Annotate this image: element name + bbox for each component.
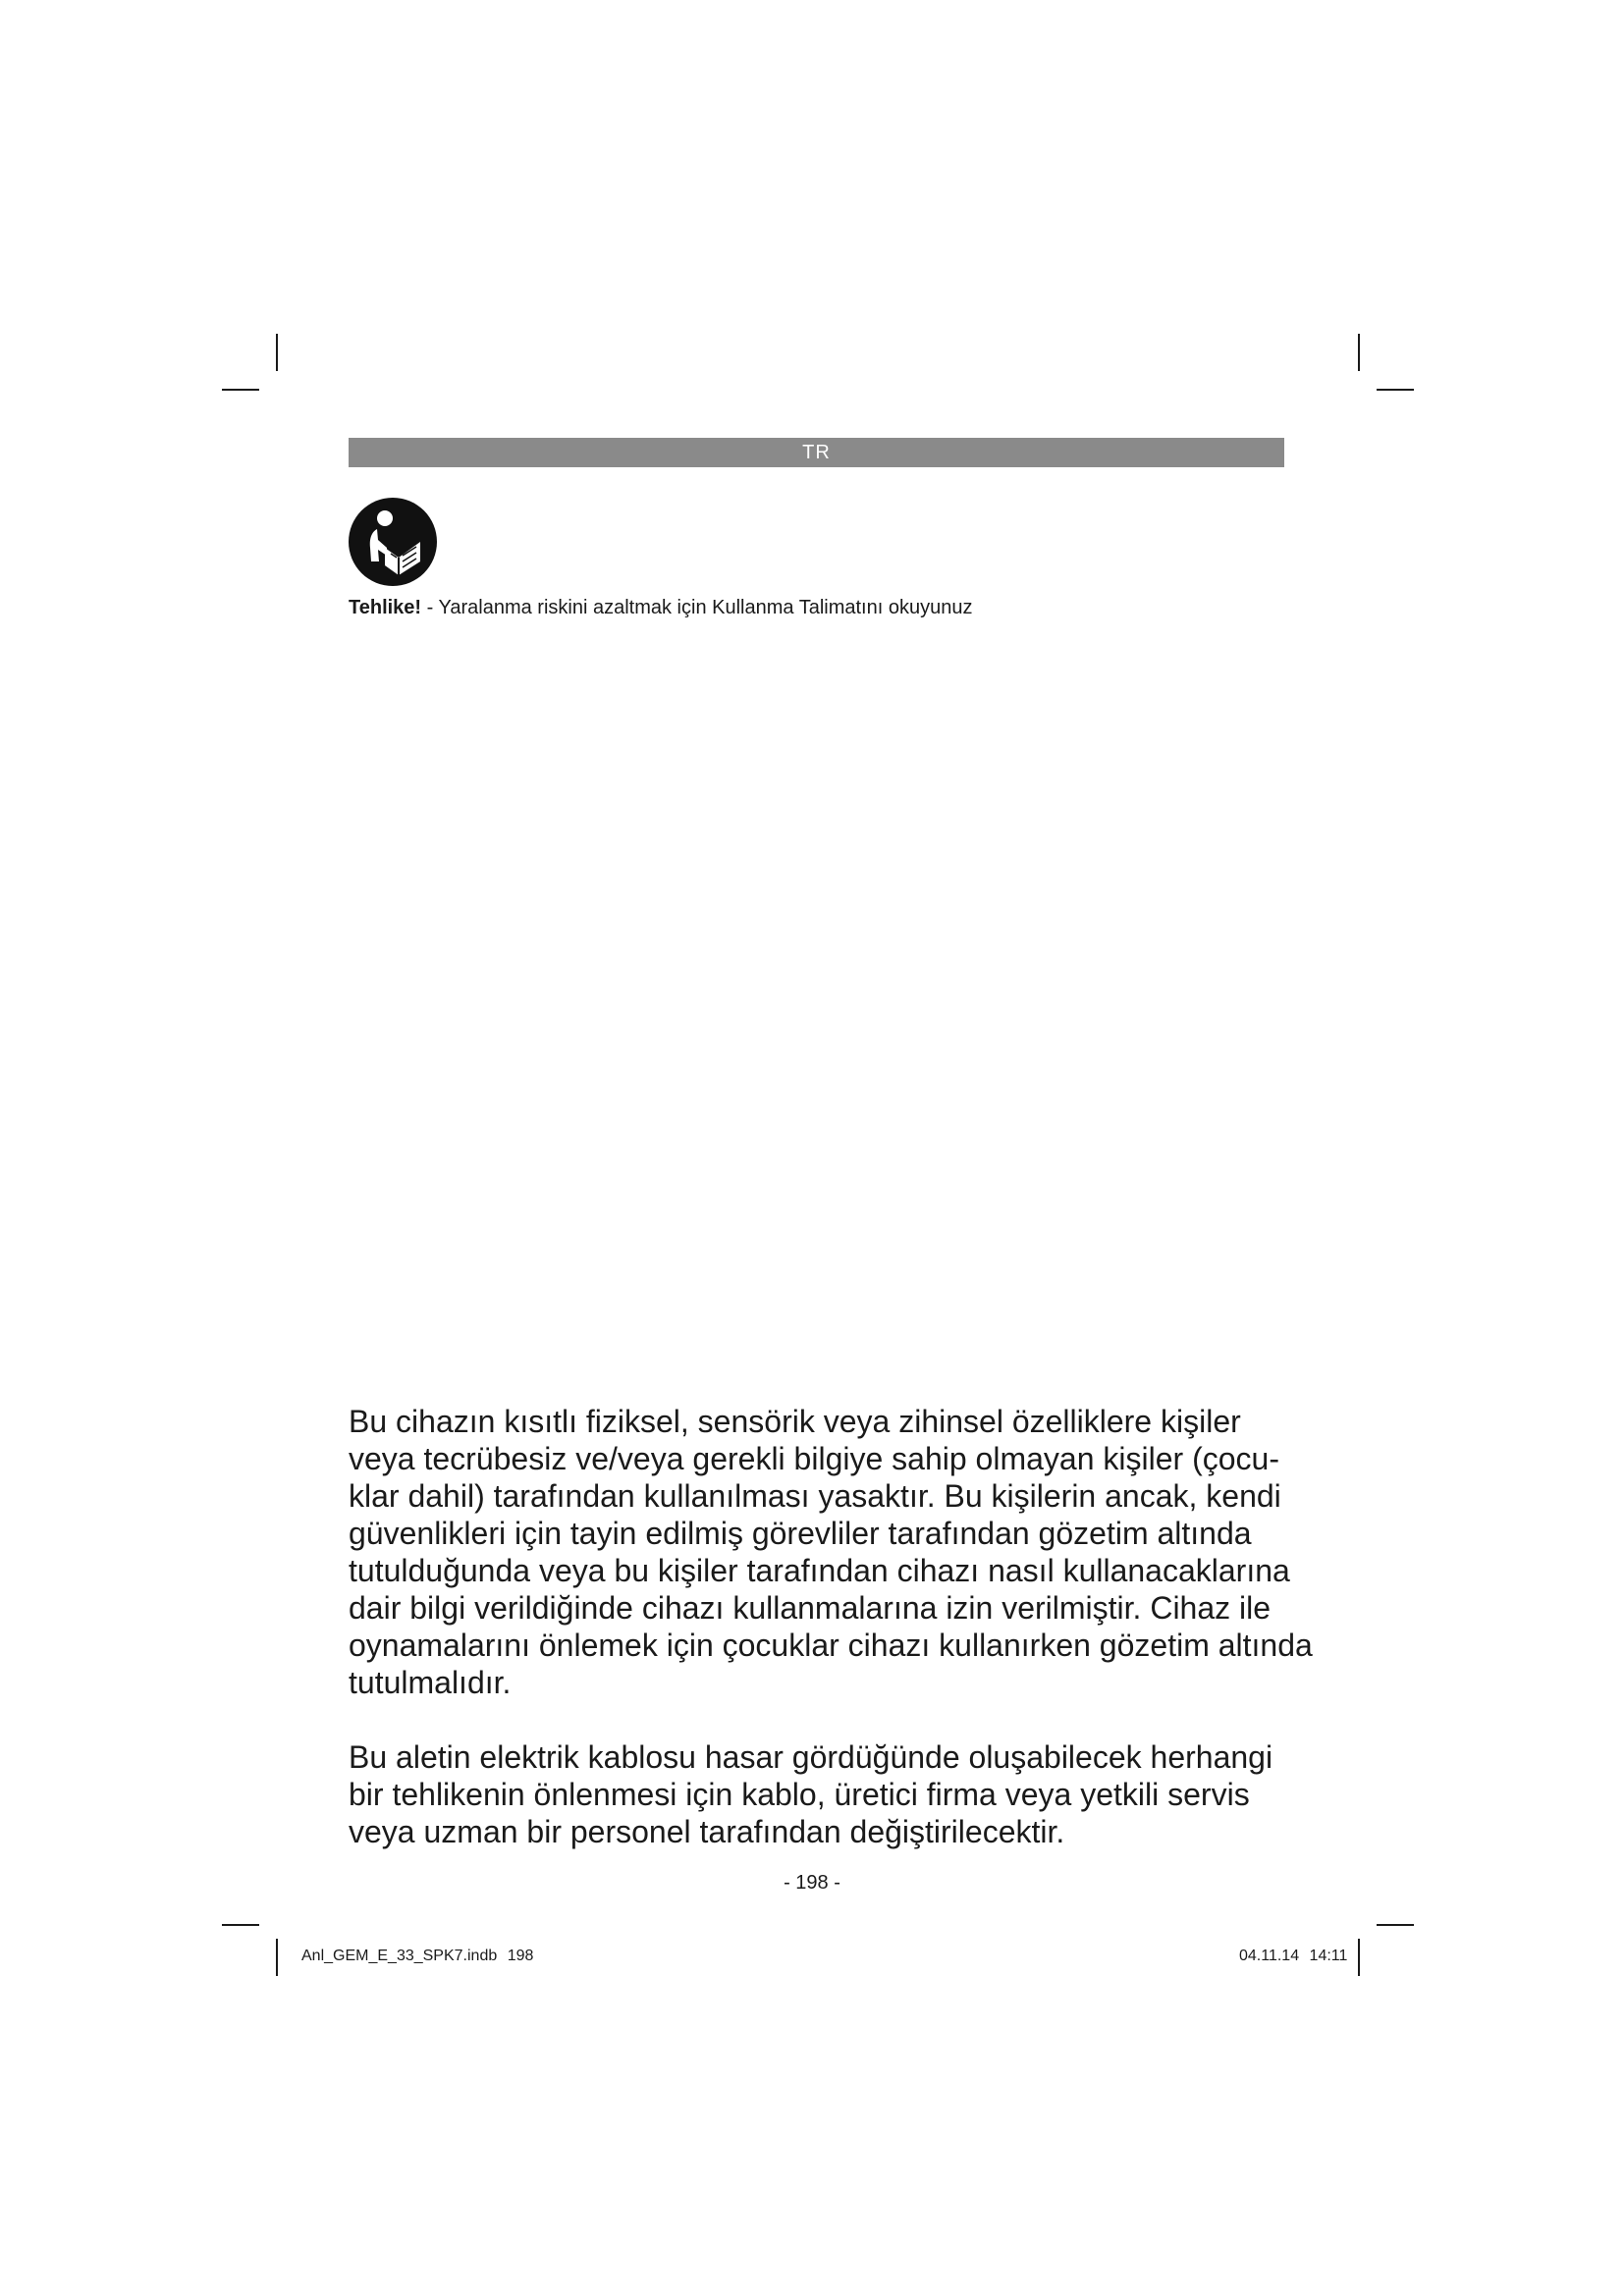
language-code: TR <box>802 442 831 463</box>
read-manual-icon <box>348 497 438 587</box>
safety-paragraph-1 <box>349 1403 1313 1701</box>
paragraph-line: klar dahil) tarafından kullanılması yasaktır. Bu kişilerin ancak, kendi <box>349 1478 1281 1514</box>
paragraph-line: tutulduğunda veya bu kişiler tarafından cihazı nasıl kullanacaklarına <box>349 1553 1290 1588</box>
paragraph-line: Bu aletin elektrik kablosu hasar gördüğünde oluşabilecek herhangi <box>349 1739 1273 1775</box>
paragraph-line: tutulmalıdır. <box>349 1665 512 1700</box>
paragraph-line: dair bilgi verildiğinde cihazı kullanmalarına izin verilmiştir. Cihaz ile <box>349 1590 1272 1626</box>
paragraph-line: oynamalarını önlemek için çocuklar cihazı kullanırken gözetim altında <box>349 1628 1313 1663</box>
footer-file-name: Anl_GEM_E_33_SPK7.indb 198 <box>301 1948 534 1964</box>
crop-mark-bottom-right-horizontal <box>1377 1924 1414 1926</box>
paragraph-line: veya uzman bir personel tarafından değiştirilecektir. <box>349 1814 1065 1849</box>
crop-mark-bottom-left-horizontal <box>222 1924 259 1926</box>
paragraph-line: Bu cihazın kısıtlı fiziksel, sensörik veya zihinsel özelliklere kişiler <box>349 1404 1241 1439</box>
warning-statement <box>349 595 972 620</box>
footer-timestamp: 04.11.14 14:11 <box>1239 1948 1348 1964</box>
warning-text: - Yaralanma riskini azaltmak için Kullanma Talimatını okuyunuz <box>421 597 973 618</box>
paragraph-line: bir tehlikenin önlenmesi için kablo, üretici firma veya yetkili servis <box>349 1777 1250 1812</box>
paragraph-line: veya tecrübesiz ve/veya gerekli bilgiye sahip olmayan kişiler (çocu- <box>349 1441 1279 1476</box>
crop-mark-bottom-left-vertical <box>276 1939 278 1976</box>
crop-mark-top-left-vertical <box>276 334 278 371</box>
language-header-bar <box>349 438 1284 467</box>
paragraph-line: güvenlikleri için tayin edilmiş görevliler tarafından gözetim altında <box>349 1516 1252 1551</box>
page-number: - 198 - <box>784 1872 840 1894</box>
crop-mark-top-right-horizontal <box>1377 389 1414 391</box>
crop-mark-top-right-vertical <box>1358 334 1360 371</box>
safety-paragraph-2 <box>349 1738 1291 1850</box>
warning-label: Tehlike! <box>349 597 422 618</box>
crop-mark-top-left-horizontal <box>222 389 259 391</box>
crop-mark-bottom-right-vertical <box>1358 1939 1360 1976</box>
